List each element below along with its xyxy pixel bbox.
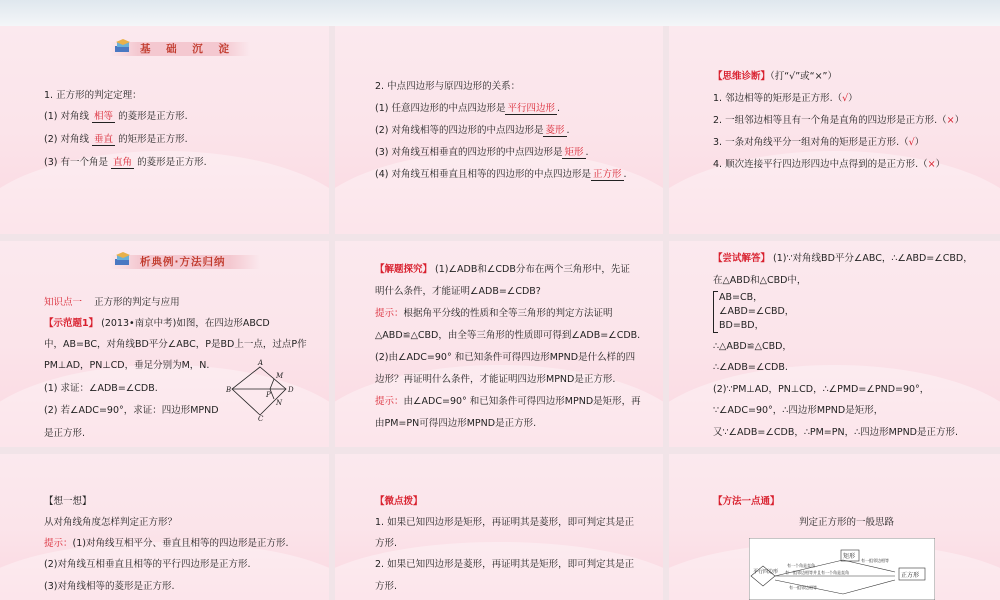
solution-line-5: (2)∵PM⊥AD，PN⊥CD，∴∠PMD=∠PND=90°， bbox=[713, 384, 930, 395]
answer-blank: 垂直 bbox=[94, 134, 114, 145]
section-banner bbox=[110, 255, 260, 269]
node-square: 正方形 bbox=[901, 572, 920, 579]
diagnosis-item-4: 4. 顺次连接平行四边形四边中点得到的是正方形.（×） bbox=[713, 159, 946, 170]
midpoint-line-1: (1) 任意四边形的中点四边形是 平行四边形 . bbox=[375, 103, 561, 114]
tip-line-3: 2. 如果已知四边形是菱形，再证明其是矩形，即可判定其是正 bbox=[375, 559, 635, 570]
slide-tip[interactable] bbox=[335, 454, 663, 600]
condition-2: ∠ABD=∠CBD， bbox=[719, 306, 795, 317]
explore-line-4: △ABD≌△CBD，由全等三角形的性质即可得到∠ADB=∠CDB. bbox=[375, 330, 641, 341]
explore-line-5: (2)由∠ADC=90° 和已知条件可得四边形MPND是什么样的四 bbox=[375, 352, 636, 363]
explore-line-2: 明什么条件，才能证明∠ADB=∠CDB? bbox=[375, 286, 541, 297]
example-line-5: (2) 若∠ADC=90°，求证：四边形MPND bbox=[44, 405, 219, 416]
explore-line-6: 边形？再证明什么条件，才能证明四边形MPND是正方形. bbox=[375, 374, 616, 385]
theorem-line-3: (3) 有一个角是 直角 的菱形是正方形. bbox=[44, 157, 207, 168]
brace bbox=[713, 291, 718, 333]
solution-line-4: ∴∠ADB=∠CDB. bbox=[713, 362, 788, 373]
explore-line-8: 由PM=PN可得四边形MPND是正方形. bbox=[375, 418, 537, 429]
explore-hint-1: 提示：根据角平分线的性质和全等三角形的判定方法证明 bbox=[375, 308, 613, 319]
slide-attempt-solution[interactable] bbox=[669, 241, 1000, 447]
geometry-figure bbox=[226, 359, 296, 421]
theorem-line-1: (1) 对角线 相等 的菱形是正方形. bbox=[44, 111, 188, 122]
explore-line-1: 【解题探究】 (1)∠ADB和∠CDB分布在两个三角形中，先证 bbox=[375, 264, 630, 275]
figure-label-p: P bbox=[266, 391, 271, 399]
solution-line-6: ∵∠ADC=90°，∴四边形MPND是矩形， bbox=[713, 405, 884, 416]
answer-blank: 菱形 bbox=[545, 125, 565, 136]
example-line-1: 【示范题1】 (2013•南京中考)如图，在四边形ABCD bbox=[44, 318, 270, 329]
slide-midpoint-quadrilateral[interactable] bbox=[335, 26, 663, 234]
diagnosis-item-2: 2. 一组邻边相等且有一个角是直角的四边形是正方形.（×） bbox=[713, 115, 965, 126]
banner-title: 析典例·方法归纳 bbox=[140, 256, 226, 268]
theorem-heading: 1. 正方形的判定定理： bbox=[44, 90, 142, 101]
figure-label-n: N bbox=[276, 399, 283, 407]
think-hint-1: 提示：(1)对角线互相平分、垂直且相等的四边形是正方形. bbox=[44, 538, 289, 549]
answer-blank: 直角 bbox=[113, 157, 133, 168]
edge-label-right-angle: 有一个角是直角 bbox=[787, 563, 815, 568]
node-parallelogram: 平行四边形 bbox=[753, 569, 779, 575]
slide-basic-review[interactable] bbox=[0, 26, 329, 234]
diagnosis-heading: 【思维诊断】（打“√”或“×”） bbox=[713, 71, 837, 82]
condition-1: AB=CB， bbox=[719, 292, 763, 303]
slide-example[interactable] bbox=[0, 241, 329, 447]
example-line-2: 中，AB=BC，对角线BD平分∠ABC，P是BD上一点，过点P作 bbox=[44, 339, 307, 350]
tip-line-1: 1. 如果已知四边形是矩形，再证明其是菱形，即可判定其是正 bbox=[375, 517, 635, 528]
figure-label-c: C bbox=[258, 415, 264, 421]
think-heading: 【想一想】 bbox=[44, 496, 92, 507]
slide-method[interactable] bbox=[669, 454, 1000, 600]
book-icon bbox=[114, 252, 132, 268]
slide-thinking-diagnosis[interactable] bbox=[669, 26, 1000, 234]
diagnosis-item-3: 3. 一条对角线平分一组对角的矩形是正方形.（√） bbox=[713, 137, 925, 148]
example-line-3: PM⊥AD，PN⊥CD，垂足分别为M，N. bbox=[44, 360, 210, 371]
section-banner bbox=[110, 42, 250, 56]
slide-think[interactable] bbox=[0, 454, 329, 600]
midpoint-line-3: (3) 对角线互相垂直的四边形的中点四边形是 矩形 . bbox=[375, 147, 589, 158]
solution-line-3: ∴△ABD≌△CBD， bbox=[713, 341, 792, 352]
edge-label-both: 有一组邻边相等并且有一个角是直角 bbox=[785, 570, 849, 575]
tip-line-4: 方形. bbox=[375, 581, 398, 592]
knowledge-point: 知识点一 正方形的判定与应用 bbox=[44, 297, 180, 308]
think-question: 从对角线角度怎样判定正方形？ bbox=[44, 517, 178, 528]
figure-label-a: A bbox=[258, 359, 264, 367]
diagnosis-item-1: 1. 邻边相等的矩形是正方形.（√） bbox=[713, 93, 858, 104]
top-bar bbox=[0, 0, 1000, 26]
solution-line-7: 又∵∠ADB=∠CDB，∴PM=PN，∴四边形MPND是正方形. bbox=[713, 427, 959, 438]
midpoint-line-2: (2) 对角线相等的四边形的中点四边形是 菱形 . bbox=[375, 125, 570, 136]
method-flow-diagram bbox=[749, 538, 935, 600]
figure-label-d: D bbox=[288, 386, 294, 394]
answer-blank: 矩形 bbox=[564, 147, 584, 158]
edge-label-adjacent-1: 有一组邻边相等 bbox=[861, 558, 889, 563]
figure-label-b: B bbox=[226, 386, 232, 394]
slide-problem-exploration[interactable] bbox=[335, 241, 663, 447]
answer-blank: 正方形 bbox=[592, 169, 622, 180]
answer-blank: 平行四边形 bbox=[507, 103, 555, 114]
midpoint-heading: 2. 中点四边形与原四边形的关系： bbox=[375, 81, 521, 92]
node-rectangle: 矩形 bbox=[843, 553, 856, 560]
explore-hint-2: 提示：由∠ADC=90° 和已知条件可得四边形MPND是矩形，再 bbox=[375, 396, 641, 407]
banner-title: 基 础 沉 淀 bbox=[140, 43, 235, 55]
condition-3: BD=BD， bbox=[719, 320, 765, 331]
book-icon bbox=[114, 39, 132, 55]
tip-line-2: 方形. bbox=[375, 538, 398, 549]
method-title: 判定正方形的一般思路 bbox=[799, 517, 895, 528]
edge-label-adjacent-2: 有一组邻边相等 bbox=[789, 585, 817, 590]
solution-line-2: 在△ABD和△CBD中， bbox=[713, 275, 807, 286]
midpoint-line-4: (4) 对角线互相垂直且相等的四边形的中点四边形是 正方形 . bbox=[375, 169, 627, 180]
example-line-4: (1) 求证：∠ADB=∠CDB. bbox=[44, 383, 158, 394]
example-line-6: 是正方形. bbox=[44, 428, 86, 439]
answer-blank: 相等 bbox=[94, 111, 114, 122]
tip-heading: 【微点拨】 bbox=[375, 496, 423, 507]
think-hint-3: (3)对角线相等的菱形是正方形. bbox=[44, 581, 175, 592]
figure-label-m: M bbox=[276, 372, 284, 380]
solution-line-1: 【尝试解答】 (1)∵对角线BD平分∠ABC，∴∠ABD=∠CBD， bbox=[713, 253, 973, 264]
think-hint-2: (2)对角线互相垂直且相等的平行四边形是正方形. bbox=[44, 559, 251, 570]
theorem-line-2: (2) 对角线 垂直 的矩形是正方形. bbox=[44, 134, 188, 145]
method-heading: 【方法一点通】 bbox=[713, 496, 780, 507]
